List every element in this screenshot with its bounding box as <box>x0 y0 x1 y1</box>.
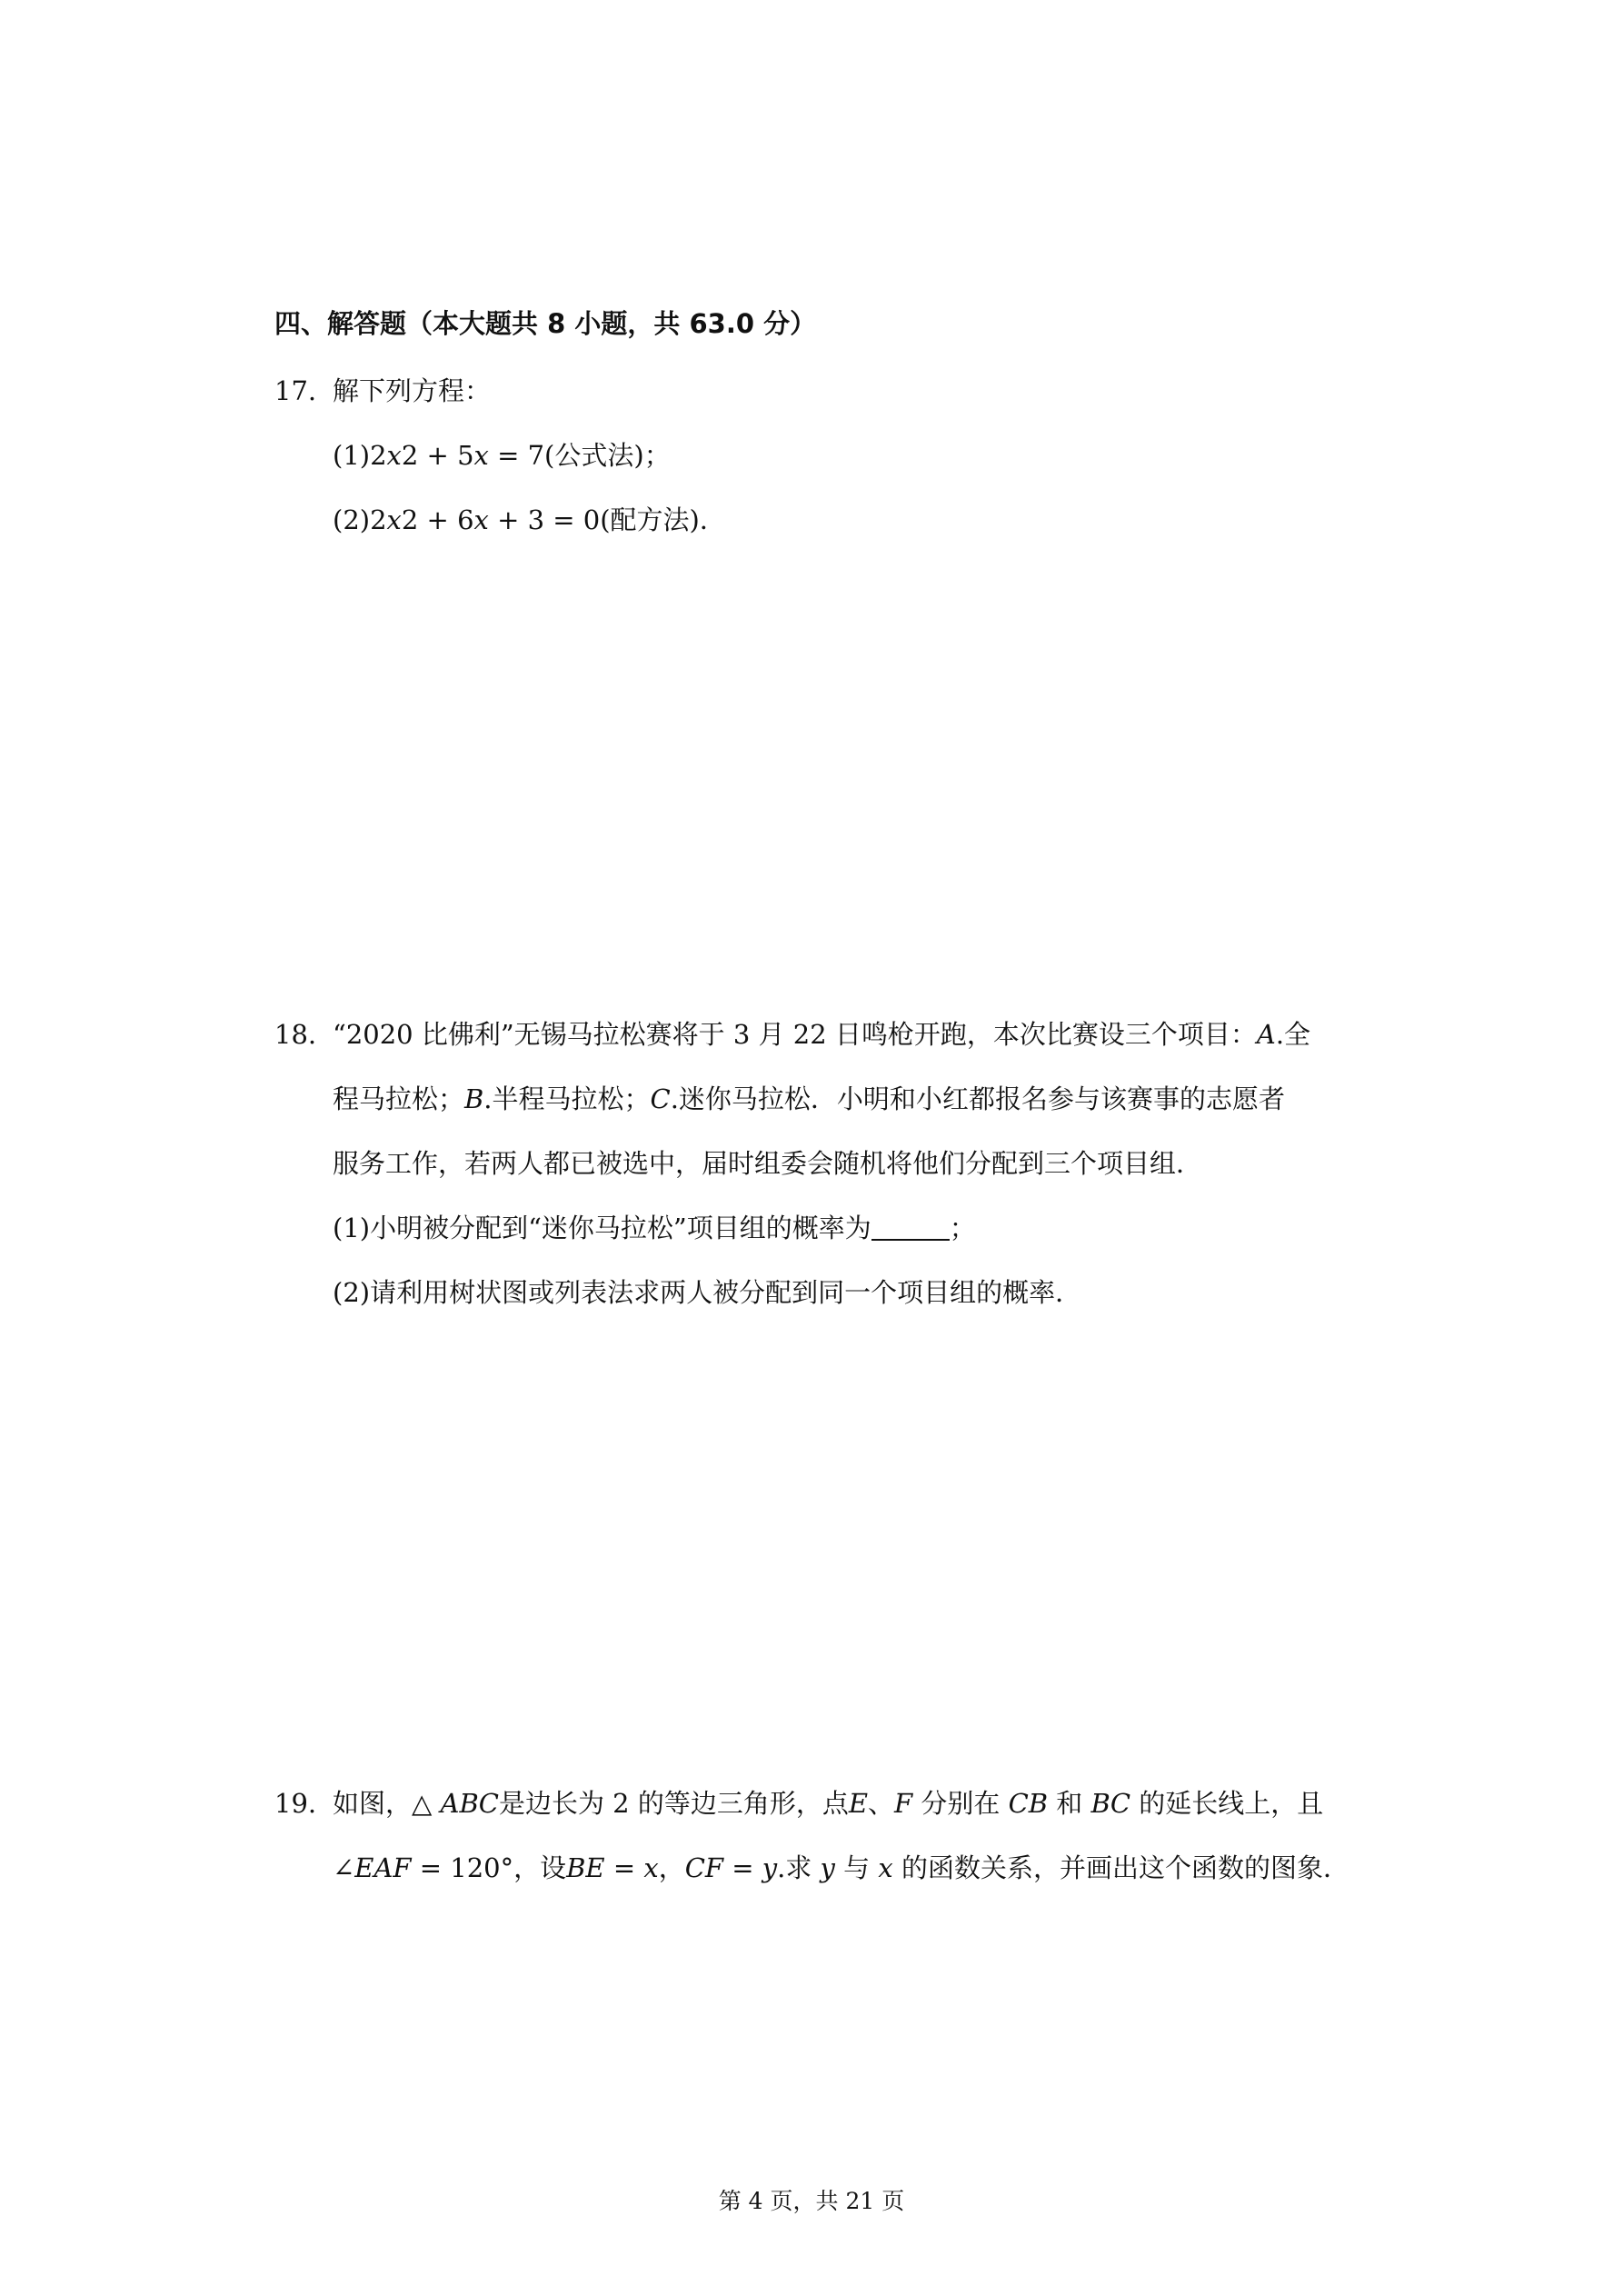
question-number: 19. <box>274 1788 317 1819</box>
part-1-text: (1)小明被分配到“迷你马拉松”项目组的概率为 <box>333 1213 871 1243</box>
question-number: 17. <box>274 375 317 406</box>
question-18-part-2: (2)请利用树状图或列表法求两人被分配到同一个项目组的概率． <box>333 1277 1082 1308</box>
question-17-part-1: (1)2𝑥2 + 5𝑥 = 7(公式法)； <box>333 440 671 471</box>
question-17-part-2: (2)2𝑥2 + 6𝑥 + 3 = 0(配方法)． <box>333 504 726 535</box>
section-heading: 四、解答题（本大题共 8 小题，共 63.0 分） <box>274 308 817 339</box>
question-text: 解下列方程： <box>333 375 492 406</box>
question-17-first-line <box>274 373 491 409</box>
question-text-line: ∠𝐸𝐴𝐹 = 120°，设𝐵𝐸 = 𝑥，𝐶𝐹 = 𝑦.求 𝑦 与 𝑥 的函数关系，并画出这个函数的图象． <box>333 1852 1349 1883</box>
question-19-first-line <box>274 1785 1323 1822</box>
question-number: 18. <box>274 1019 317 1050</box>
answer-blank <box>871 1215 950 1241</box>
question-18-first-line <box>274 1016 1310 1053</box>
question-text: 如图，△ 𝐴𝐵𝐶是边长为 2 的等边三角形，点𝐸、𝐹 分别在 𝐶𝐵 和 𝐵𝐶 的延长线上，且 <box>333 1788 1324 1819</box>
question-text-line: 程马拉松；𝐵.半程马拉松；𝐶.迷你马拉松．小明和小红都报名参与该赛事的志愿者 <box>333 1083 1285 1114</box>
question-text-line: 服务工作，若两人都已被选中，届时组委会随机将他们分配到三个项目组． <box>333 1148 1203 1179</box>
question-text: “2020 比佛利”无锡马拉松赛将于 3 月 22 日鸣枪开跑，本次比赛设三个项目：𝐴.全 <box>333 1019 1311 1050</box>
question-18-part-1 <box>333 1210 976 1246</box>
page-footer: 第 4 页，共 21 页 <box>718 2188 905 2214</box>
part-1-end: ； <box>949 1213 976 1243</box>
